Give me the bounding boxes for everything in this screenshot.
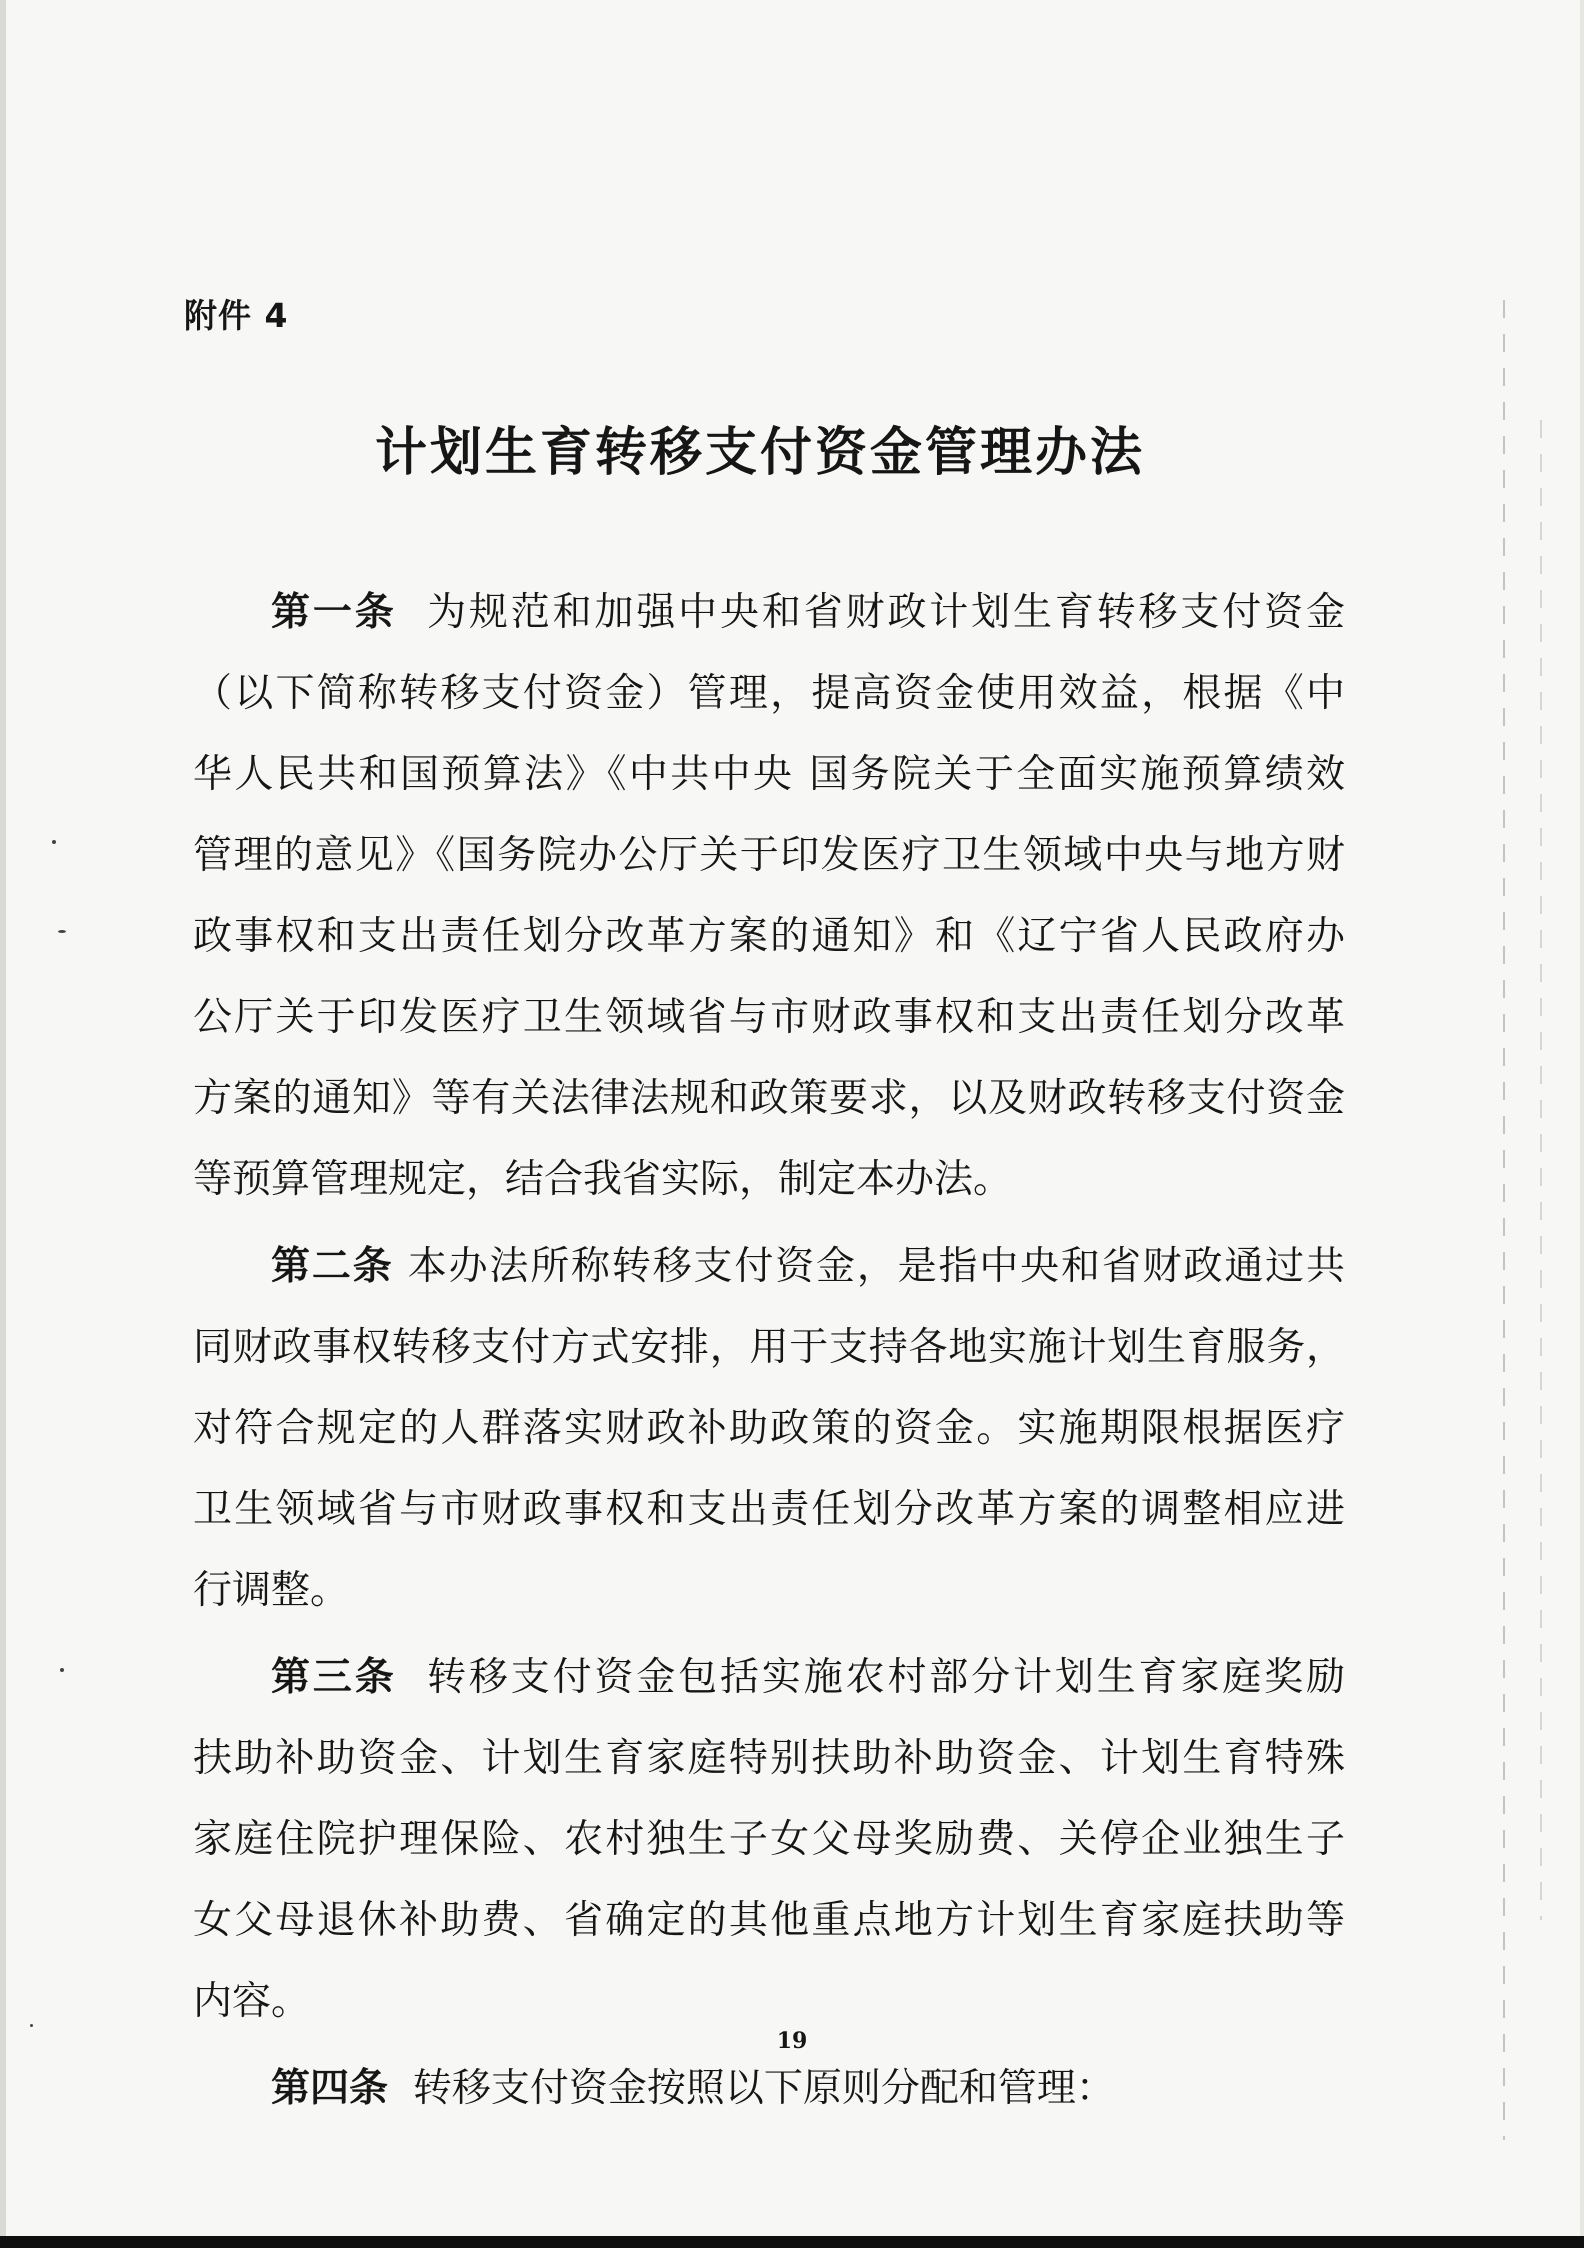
article-heading: 第四条 (271, 2066, 389, 2111)
article-line: （以下简称转移支付资金）管理，提高资金使用效益，根据《中 (193, 671, 1345, 716)
article-line: 家庭住院护理保险、农村独生子女父母奖励费、关停企业独生子 (193, 1817, 1345, 1862)
article-4 (193, 2048, 1345, 2129)
article-line: 行调整。 (193, 1568, 350, 1613)
article-heading: 第一条 (271, 590, 397, 635)
scan-speck (30, 2024, 33, 2027)
scan-speck (60, 1668, 64, 1672)
attachment-label: 附件 4 (184, 296, 289, 335)
article-line: 卫生领域省与市财政事权和支出责任划分改革方案的调整相应进 (193, 1487, 1345, 1532)
article-first-line (193, 1637, 1345, 1718)
scan-bottom-edge (0, 2236, 1584, 2248)
article-first-line (193, 2048, 1345, 2129)
scan-fold-mark (1503, 300, 1505, 2140)
scan-speck (58, 930, 66, 933)
article-line: 方案的通知》等有关法律法规和政策要求，以及财政转移支付资金 (193, 1076, 1345, 1121)
article-text: 本办法所称转移支付资金，是指中央和省财政通过共 (407, 1244, 1345, 1289)
scan-speck (52, 840, 56, 844)
article-line: 公厅关于印发医疗卫生领域省与市财政事权和支出责任划分改革 (193, 995, 1345, 1040)
article-line: 对符合规定的人群落实财政补助政策的资金。实施期限根据医疗 (193, 1406, 1345, 1451)
article-heading: 第三条 (271, 1655, 397, 1700)
article-3 (193, 1637, 1345, 2042)
article-line: 同财政事权转移支付方式安排，用于支持各地实施计划生育服务， (193, 1325, 1345, 1370)
document-title: 计划生育转移支付资金管理办法 (374, 423, 1145, 483)
article-first-line (193, 1226, 1345, 1307)
article-line: 管理的意见》《国务院办公厅关于印发医疗卫生领域中央与地方财 (193, 833, 1345, 878)
article-text: 为规范和加强中央和省财政计划生育转移支付资金 (427, 590, 1345, 635)
document-body (193, 572, 1345, 2129)
article-text: 转移支付资金包括实施农村部分计划生育家庭奖励 (427, 1655, 1345, 1700)
article-1 (193, 572, 1345, 1220)
scan-right-edge (1580, 0, 1584, 2248)
article-line: 等预算管理规定，结合我省实际，制定本办法。 (193, 1157, 1013, 1202)
article-line: 扶助补助资金、计划生育家庭特别扶助补助资金、计划生育特殊 (193, 1736, 1345, 1781)
article-heading: 第二条 (271, 1244, 394, 1289)
page-number: 19 (776, 2028, 808, 2054)
scan-left-edge (0, 0, 6, 2248)
article-text: 转移支付资金按照以下原则分配和管理： (412, 2066, 1115, 2111)
article-line: 内容。 (193, 1979, 311, 2024)
article-line: 华人民共和国预算法》《中共中央 国务院关于全面实施预算绩效 (193, 752, 1345, 797)
scan-fold-mark (1540, 420, 1542, 1920)
article-first-line (193, 572, 1345, 653)
article-2 (193, 1226, 1345, 1631)
article-line: 女父母退休补助费、省确定的其他重点地方计划生育家庭扶助等 (193, 1898, 1345, 1943)
article-line: 政事权和支出责任划分改革方案的通知》和《辽宁省人民政府办 (193, 914, 1345, 959)
